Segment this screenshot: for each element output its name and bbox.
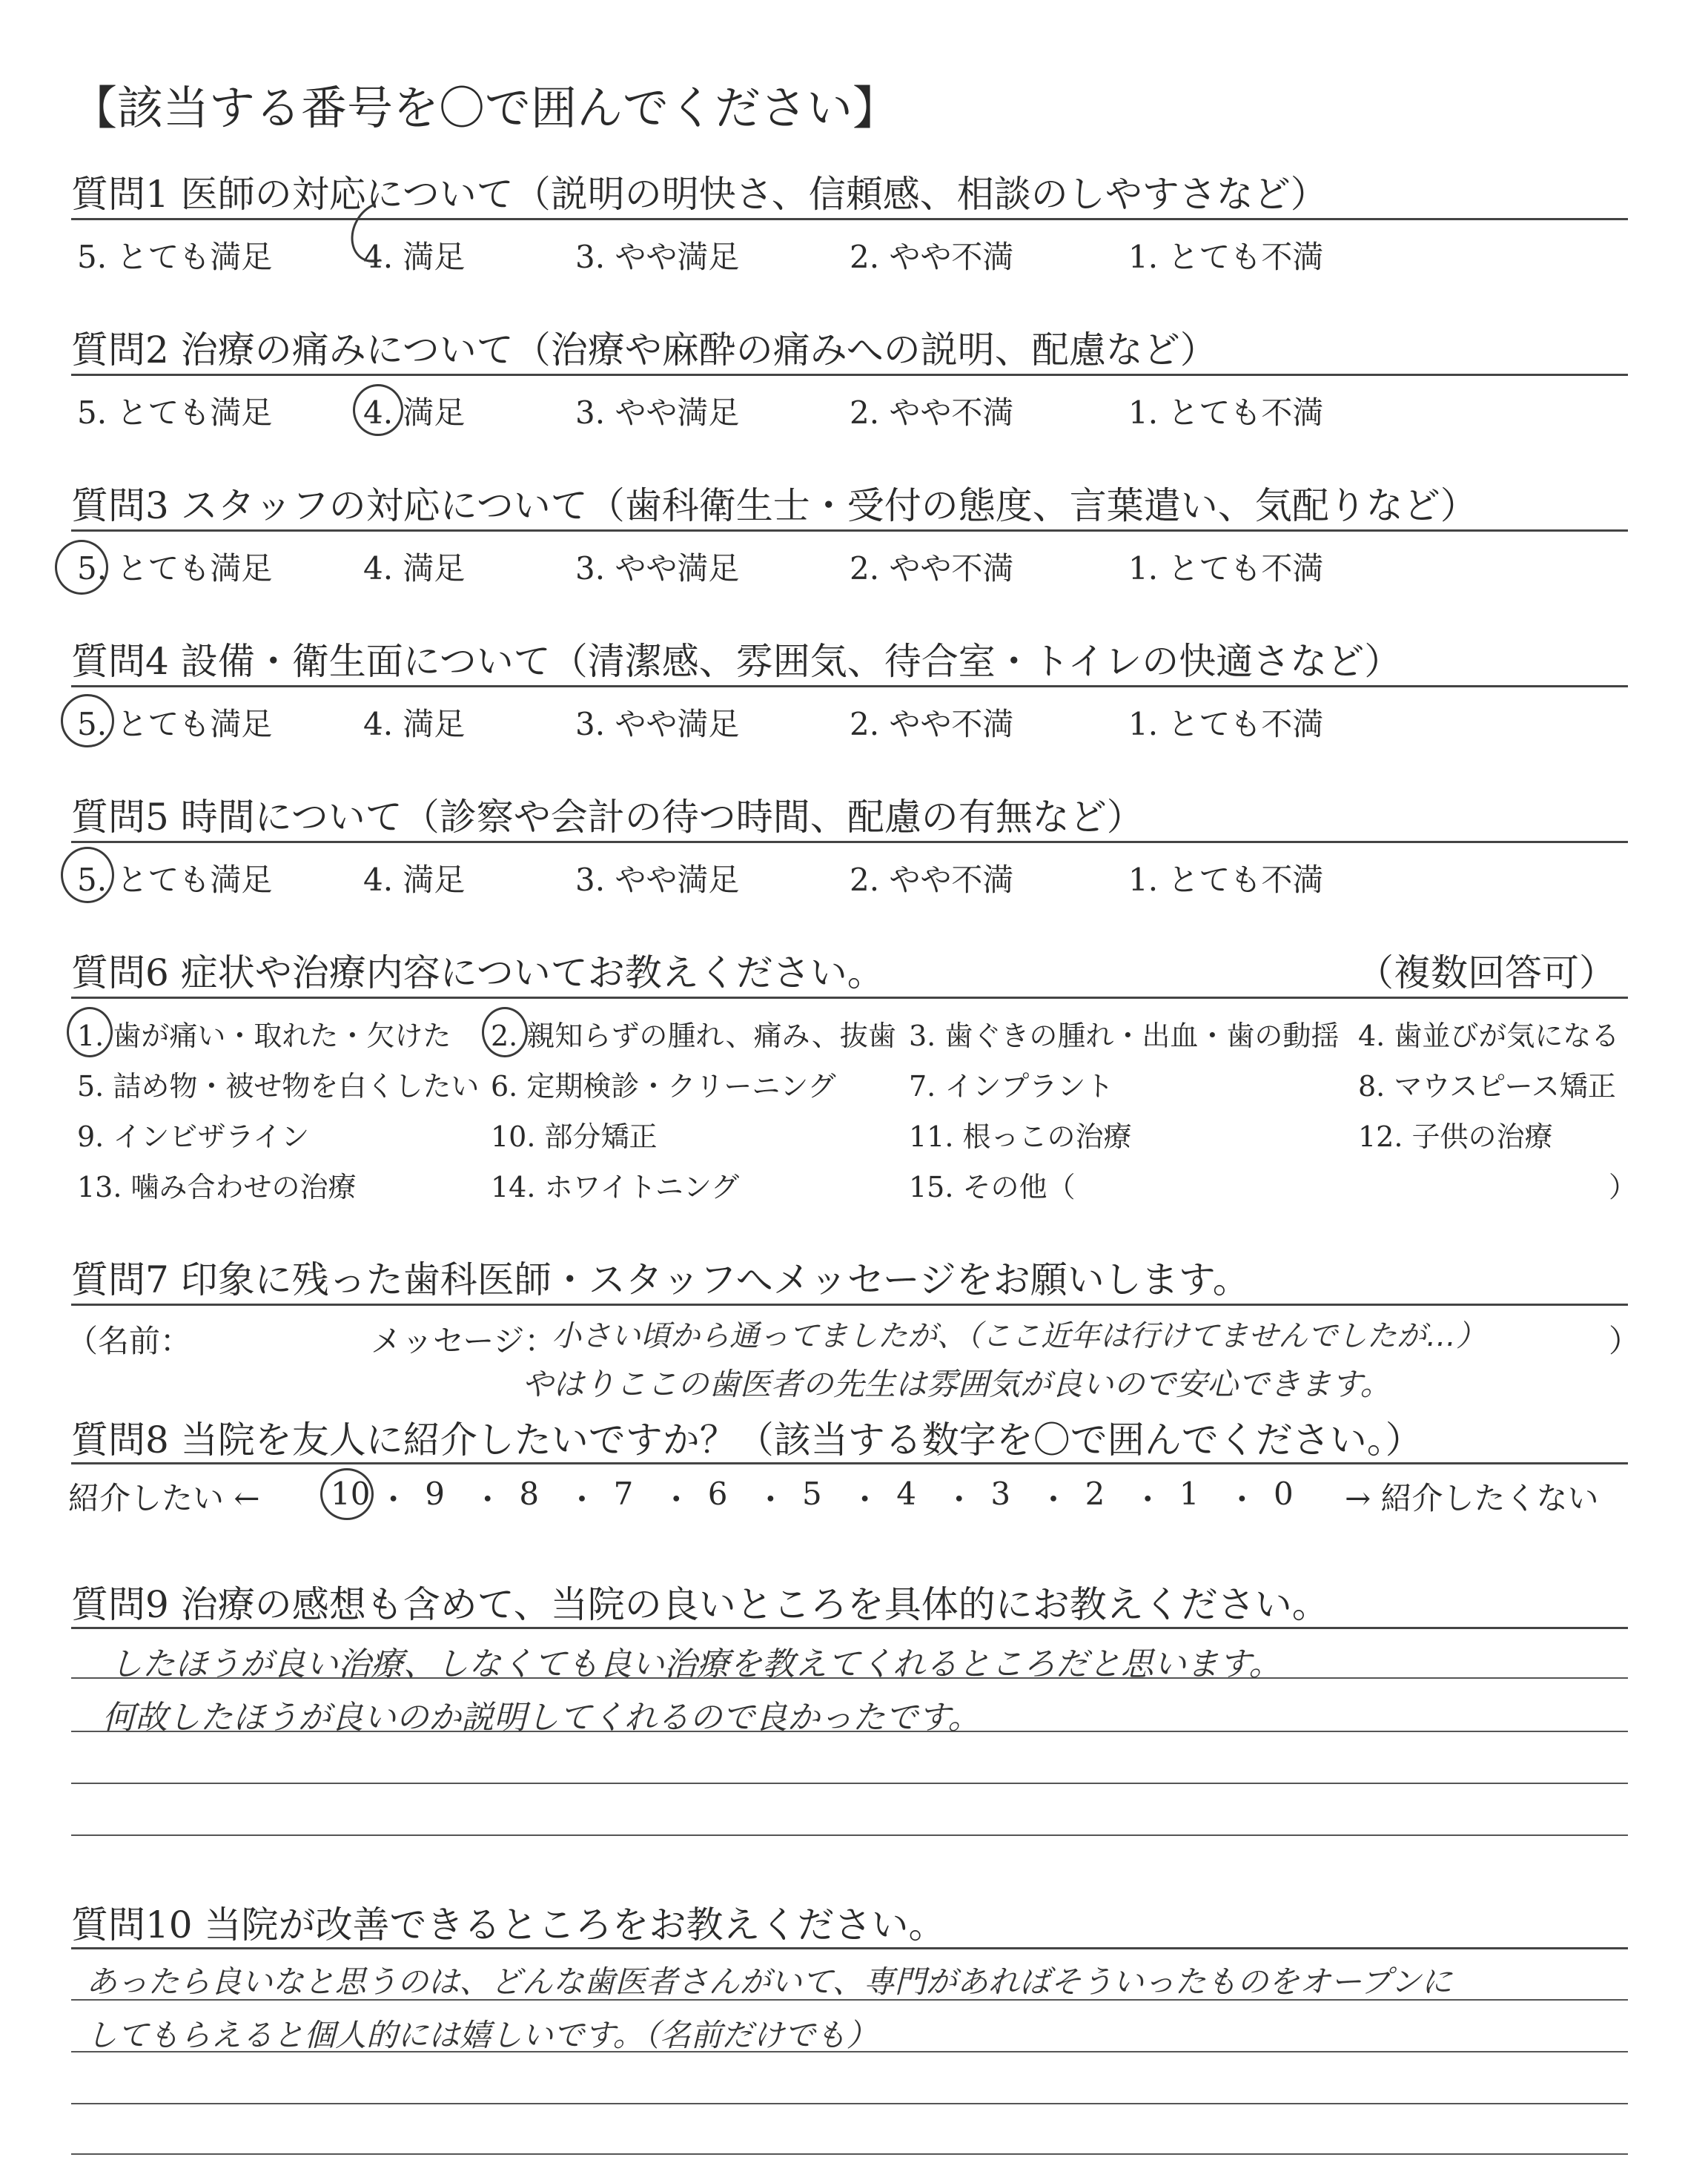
question-label: 質問7 印象に残った歯科医師・スタッフへメッセージをお願いします。 bbox=[71, 1258, 1250, 1301]
option-2[interactable]: 2. やや不満 bbox=[850, 239, 1014, 275]
handwritten-answer-line-2: してもらえると個人的には嬉しいです。（名前だけでも） bbox=[86, 2017, 878, 2053]
question-label: 質問1 医師の対応について（説明の明快さ、信頼感、相談のしやすさなど） bbox=[71, 173, 1328, 216]
answer-line bbox=[71, 1783, 1628, 1784]
question-label: 質問5 時間について（診察や会計の待つ時間、配慮の有無など） bbox=[71, 796, 1144, 839]
q6-other-close: ） bbox=[1609, 1171, 1638, 1203]
handwritten-message-line-1: 小さい頃から通ってましたが、（ここ近年は行けてませんでしたが…） bbox=[552, 1319, 1486, 1353]
q6-option[interactable]: 8. マウスピース矯正 bbox=[1358, 1070, 1616, 1103]
selection-circle bbox=[320, 1468, 374, 1520]
close-paren: ） bbox=[1609, 1323, 1641, 1359]
q6-option[interactable]: 1. 歯が痛い・取れた・欠けた bbox=[77, 1020, 451, 1052]
option-5[interactable]: 5. とても満足 bbox=[77, 550, 273, 587]
q6-option[interactable]: 9. インビザライン bbox=[77, 1120, 310, 1153]
option-2[interactable]: 2. やや不満 bbox=[850, 862, 1014, 898]
option-4[interactable]: 4. 満足 bbox=[363, 862, 466, 898]
option-3[interactable]: 3. やや満足 bbox=[575, 862, 740, 898]
option-1[interactable]: 1. とても不満 bbox=[1128, 550, 1324, 587]
scale-separator: ・ bbox=[377, 1482, 409, 1518]
option-1[interactable]: 1. とても不満 bbox=[1128, 706, 1324, 742]
scale-value-9[interactable]: 9 bbox=[425, 1476, 445, 1512]
option-1[interactable]: 1. とても不満 bbox=[1128, 394, 1324, 431]
option-5[interactable]: 5. とても満足 bbox=[77, 239, 273, 275]
question-label: 質問9 治療の感想も含めて、当院の良いところを具体的にお教えください。 bbox=[71, 1583, 1329, 1626]
scale-separator: ・ bbox=[471, 1482, 503, 1518]
option-2[interactable]: 2. やや不満 bbox=[850, 394, 1014, 431]
option-4[interactable]: 4. 満足 bbox=[363, 239, 466, 275]
divider bbox=[71, 1304, 1628, 1306]
q6-option[interactable]: 3. 歯ぐきの腫れ・出血・歯の動揺 bbox=[909, 1020, 1340, 1052]
scale-separator: ・ bbox=[755, 1482, 787, 1518]
scale-value-5[interactable]: 5 bbox=[802, 1476, 822, 1512]
scale-value-4[interactable]: 4 bbox=[896, 1476, 916, 1512]
q6-option[interactable]: 6. 定期検診・クリーニング bbox=[491, 1070, 836, 1103]
question-label: 質問4 設備・衛生面について（清潔感、雰囲気、待合室・トイレの快適さなど） bbox=[71, 640, 1402, 683]
divider bbox=[71, 685, 1628, 687]
message-label: メッセージ： bbox=[371, 1323, 556, 1359]
option-5[interactable]: 5. とても満足 bbox=[77, 862, 273, 898]
scale-separator: ・ bbox=[566, 1482, 598, 1518]
q6-option-other[interactable]: 15. その他（ bbox=[909, 1171, 1076, 1203]
option-4[interactable]: 4. 満足 bbox=[363, 394, 466, 431]
question-label: 質問8 当院を友人に紹介したいですか？（該当する数字を〇で囲んでください。） bbox=[71, 1418, 1423, 1462]
q6-option[interactable]: 4. 歯並びが気になる bbox=[1358, 1020, 1620, 1052]
question-label: 質問2 治療の痛みについて（治療や麻酔の痛みへの説明、配慮など） bbox=[71, 328, 1217, 371]
page-title: 【該当する番号を〇で囲んでください】 bbox=[71, 81, 899, 135]
scale-value-6[interactable]: 6 bbox=[707, 1476, 728, 1512]
option-1[interactable]: 1. とても不満 bbox=[1128, 239, 1324, 275]
scale-separator: ・ bbox=[1038, 1482, 1070, 1518]
option-3[interactable]: 3. やや満足 bbox=[575, 239, 740, 275]
option-2[interactable]: 2. やや不満 bbox=[850, 550, 1014, 587]
answer-line bbox=[71, 2103, 1628, 2104]
q6-option[interactable]: 14. ホワイトニング bbox=[491, 1171, 740, 1203]
divider bbox=[71, 1947, 1628, 1949]
scale-value-8[interactable]: 8 bbox=[519, 1476, 540, 1512]
q6-option[interactable]: 13. 噛み合わせの治療 bbox=[77, 1171, 357, 1203]
option-5[interactable]: 5. とても満足 bbox=[77, 706, 273, 742]
question-label: 質問10 当院が改善できるところをお教えください。 bbox=[71, 1903, 946, 1946]
answer-line bbox=[71, 1834, 1628, 1836]
question-label: 質問6 症状や治療内容についてお教えください。 bbox=[71, 951, 884, 994]
scale-separator: ・ bbox=[943, 1482, 975, 1518]
scale-value-0[interactable]: 0 bbox=[1274, 1476, 1294, 1512]
answer-line bbox=[71, 2153, 1628, 2155]
handwritten-answer-line-1: したほうが良い治療、しなくても良い治療を教えてくれるところだと思います。 bbox=[110, 1645, 1282, 1683]
scale-separator: ・ bbox=[1226, 1482, 1258, 1518]
option-3[interactable]: 3. やや満足 bbox=[575, 394, 740, 431]
scale-value-1[interactable]: 1 bbox=[1179, 1476, 1199, 1512]
name-label: （名前： bbox=[67, 1323, 192, 1359]
q6-option[interactable]: 11. 根っこの治療 bbox=[909, 1120, 1132, 1153]
option-1[interactable]: 1. とても不満 bbox=[1128, 862, 1324, 898]
option-5[interactable]: 5. とても満足 bbox=[77, 394, 273, 431]
recommend-right-label: → 紹介したくない bbox=[1345, 1480, 1599, 1516]
scale-value-3[interactable]: 3 bbox=[990, 1476, 1011, 1512]
option-2[interactable]: 2. やや不満 bbox=[850, 706, 1014, 742]
selection-circle bbox=[61, 694, 114, 747]
q6-option[interactable]: 10. 部分矯正 bbox=[491, 1120, 658, 1153]
option-3[interactable]: 3. やや満足 bbox=[575, 706, 740, 742]
scale-separator: ・ bbox=[849, 1482, 881, 1518]
recommend-left-label: 紹介したい ← bbox=[68, 1480, 260, 1516]
handwritten-answer-line-1: あったら良いなと思うのは、どんな歯医者さんがいて、専門があればそういったものをオープンに bbox=[86, 1964, 1452, 2000]
q6-option[interactable]: 12. 子供の治療 bbox=[1358, 1120, 1553, 1153]
q6-option[interactable]: 5. 詰め物・被せ物を白くしたい bbox=[77, 1070, 480, 1103]
multiple-answers-note: （複数回答可） bbox=[1357, 951, 1616, 994]
selection-circle bbox=[482, 1007, 528, 1057]
q6-option[interactable]: 2. 親知らずの腫れ、痛み、抜歯 bbox=[491, 1020, 896, 1052]
scale-value-7[interactable]: 7 bbox=[613, 1476, 634, 1512]
scale-value-10[interactable]: 10 bbox=[331, 1476, 371, 1512]
selection-circle bbox=[353, 384, 403, 436]
handwritten-message-line-2: やはりここの歯医者の先生は雰囲気が良いので安心できます。 bbox=[522, 1366, 1391, 1402]
scale-separator: ・ bbox=[1132, 1482, 1164, 1518]
option-4[interactable]: 4. 満足 bbox=[363, 706, 466, 742]
divider bbox=[71, 529, 1628, 532]
divider bbox=[71, 841, 1628, 843]
option-3[interactable]: 3. やや満足 bbox=[575, 550, 740, 587]
divider bbox=[71, 374, 1628, 376]
divider bbox=[71, 218, 1628, 220]
selection-circle bbox=[55, 540, 108, 595]
scale-value-2[interactable]: 2 bbox=[1085, 1476, 1105, 1512]
handwritten-answer-line-2: 何故したほうが良いのか説明してくれるので良かったです。 bbox=[102, 1699, 981, 1737]
selection-circle bbox=[61, 847, 114, 903]
divider bbox=[71, 997, 1628, 999]
scale-separator: ・ bbox=[661, 1482, 692, 1518]
selection-circle bbox=[67, 1007, 113, 1057]
divider bbox=[71, 1462, 1628, 1464]
q6-option[interactable]: 7. インプラント bbox=[909, 1070, 1114, 1103]
divider bbox=[71, 1627, 1628, 1629]
option-4[interactable]: 4. 満足 bbox=[363, 550, 466, 587]
question-label: 質問3 スタッフの対応について（歯科衛生士・受付の態度、言葉遣い、気配りなど） bbox=[71, 484, 1477, 527]
